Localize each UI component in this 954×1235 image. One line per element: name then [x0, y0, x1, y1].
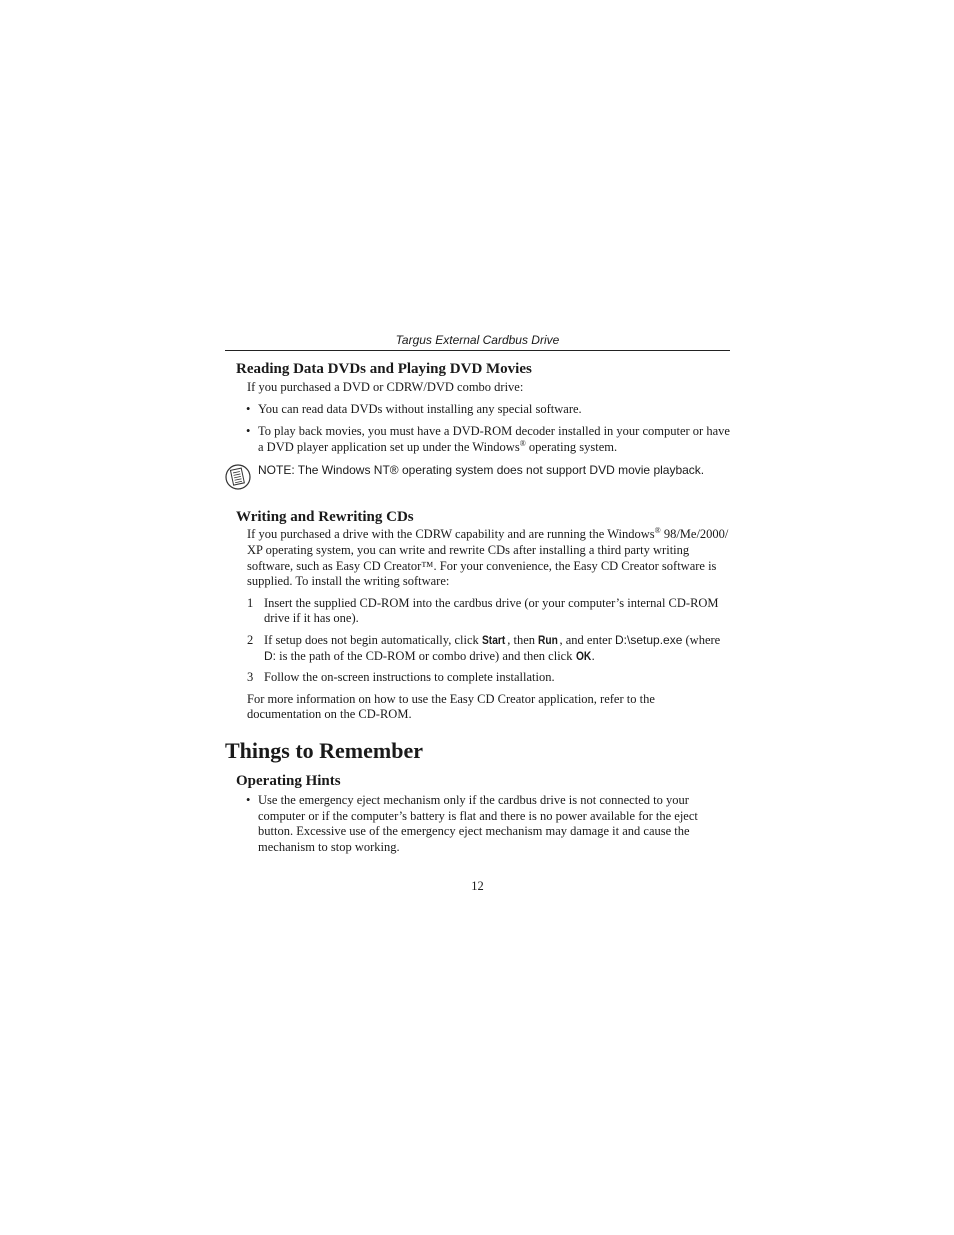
list-item: 3 Follow the on-screen instructions to complete installation.: [247, 670, 555, 685]
install-steps: [225, 596, 730, 686]
list-item: 2 If setup does not begin automatically, click Start , then Run, and enter D:\setup.exe (where D: is the path of the CD-ROM or combo drive) and then click OK.: [247, 632, 721, 663]
notepad-icon: [225, 463, 251, 491]
run-label: Run: [538, 632, 558, 647]
ok-label: OK: [575, 648, 591, 663]
document-page: [225, 330, 730, 894]
section-heading-cd: Writing and Rewriting CDs: [236, 509, 414, 526]
cd-closing: For more information on how to use the Easy CD Creator application, refer to the documentation on the CD-ROM.: [247, 691, 655, 722]
start-label: Start: [481, 632, 506, 647]
hints-bullet-list: [225, 793, 730, 855]
section-heading-dvd: Reading Data DVDs and Playing DVD Movies: [236, 361, 532, 377]
dvd-bullet-list: [225, 402, 730, 456]
note-text: NOTE: The Windows NT® operating system does not support DVD movie playback.: [258, 463, 705, 478]
list-item: 1 Insert the supplied CD-ROM into the cardbus drive (or your computer’s internal CD-ROM drive if it has one).: [247, 595, 719, 626]
setup-path: D:\setup.exe: [615, 632, 683, 647]
page-number: 12: [471, 879, 484, 894]
list-item: • To play back movies, you must have a DVD-ROM decoder installed in your computer or have a DVD player application set up under the Windows® operating system.: [246, 424, 730, 454]
list-item: • You can read data DVDs without installing any special software.: [246, 401, 582, 416]
list-item: • Use the emergency eject mechanism only if the cardbus drive is not connected to your computer or if the computer’s battery is flat and there is no power available for the eject button. Excessive use of the emergency eject mechanism may damage it and cause the mechanism to stop working.: [246, 792, 698, 854]
dvd-intro: If you purchased a DVD or CDRW/DVD combo drive:: [247, 380, 524, 394]
chapter-title: Things to Remember: [225, 737, 423, 763]
section-heading-hints: Operating Hints: [236, 772, 341, 789]
running-header: Targus External Cardbus Drive: [225, 330, 730, 351]
note-box: [225, 463, 730, 493]
cd-intro: If you purchased a drive with the CDRW capability and are running the Windows® 98/Me/2000/ XP operating system, you can write and rewrite CDs after installing a third party writing software, such as Easy CD Creator™. For your convenience, the Easy CD Creator software is supplied. To install the writing software:: [247, 526, 729, 589]
